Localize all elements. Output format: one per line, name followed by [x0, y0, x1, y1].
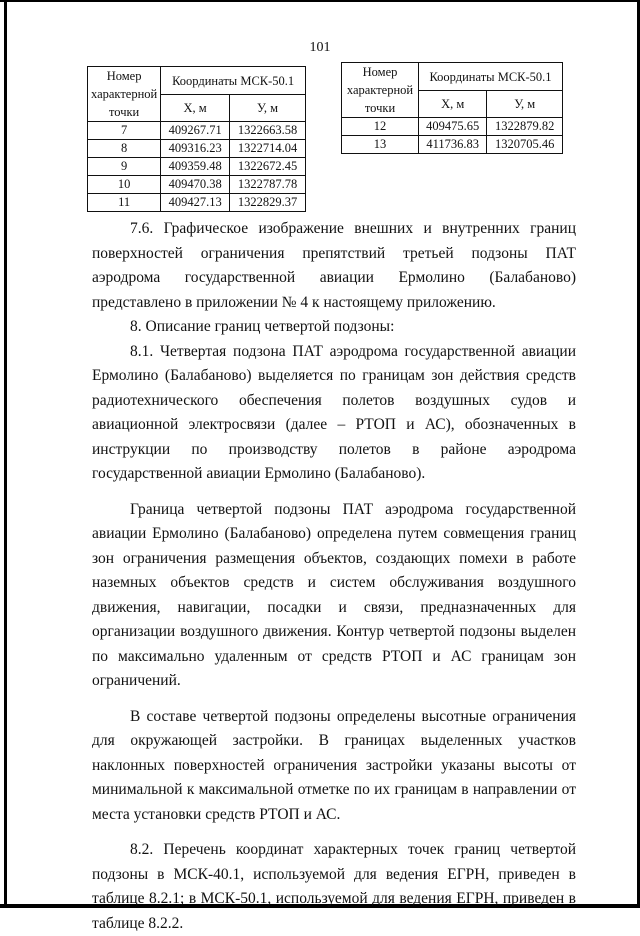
paragraph-border-description: Граница четвертой подзоны ПАТ аэродрома государственной авиации Ермолино (Балабаново) определена путем совмещения границ зон ограничения размещения объектов, создающих помехи в работе наземных объектов средств и систем обслуживания воздушного движения, навигации, посадки и связи, предназначенных для организации воздушного движения. Контур четвертой подзоны выделен по максимально удаленным от средств РТОП и АС границам зон ограничений.: [92, 500, 576, 689]
header-x: X, м: [419, 91, 487, 118]
header-y: У, м: [230, 95, 306, 122]
paragraph-8: 8. Описание границ четвертой подзоны:: [130, 318, 395, 335]
table-row: 12 409475.65 1322879.82: [342, 118, 563, 136]
scan-border-left: [4, 0, 7, 908]
coordinates-table-1: [87, 66, 306, 212]
header-coordinates: Координаты МСК-50.1: [161, 67, 306, 95]
paragraph-8-1: 8.1. Четвертая подзона ПАТ аэродрома государственной авиации Ермолино (Балабаново) выделяется по границам зон действия средств радиотехнического обеспечения полетов воздушных судов и авиационной электросвязи (далее – РТОП и АС), обозначенных в инструкции по производству полетов в районе аэродрома государственной авиации Ермолино (Балабаново).: [92, 342, 576, 482]
page-number: 101: [309, 40, 331, 55]
header-point-number: Номер характерной точки: [342, 63, 419, 118]
paragraph-7-6: 7.6. Графическое изображение внешних и внутренних границ поверхностей ограничения препятствий третьей подзоны ПАТ аэродрома государственной авиации Ермолино (Балабаново) представлено в приложении № 4 к настоящему приложению.: [92, 220, 576, 311]
table-row: 10 409470.38 1322787.78: [88, 176, 306, 194]
paragraph-8-2: 8.2. Перечень координат характерных точек границ четвертой подзоны в МСК-40.1, используемой для ведения ЕГРН, приведен в таблице 8.2.1; в МСК-50.1, используемой для ведения ЕГРН, приведен в таблице 8.2.2.: [92, 841, 576, 932]
table-row: 11 409427.13 1322829.37: [88, 194, 306, 212]
paragraph-height-limits: В составе четвертой подзоны определены высотные ограничения для окружающей застройки. В границах выделенных участков наклонных поверхностей ограничения застройки указаны высоты от минимальной к максимальной отметке по их границам в направлении от места установки средств РТОП и АС.: [92, 707, 576, 823]
table-row: 13 411736.83 1320705.46: [342, 136, 563, 154]
coordinates-table-2: [341, 62, 563, 154]
table-row: 9 409359.48 1322672.45: [88, 158, 306, 176]
header-x: X, м: [161, 95, 230, 122]
header-point-number: Номер характерной точки: [88, 67, 161, 122]
body-text: [92, 217, 576, 936]
table-row: 7 409267.71 1322663.58: [88, 122, 306, 140]
table-row: 8 409316.23 1322714.04: [88, 140, 306, 158]
header-y: У, м: [487, 91, 563, 118]
header-coordinates: Координаты МСК-50.1: [419, 63, 563, 91]
scan-border-top: [0, 0, 640, 2]
